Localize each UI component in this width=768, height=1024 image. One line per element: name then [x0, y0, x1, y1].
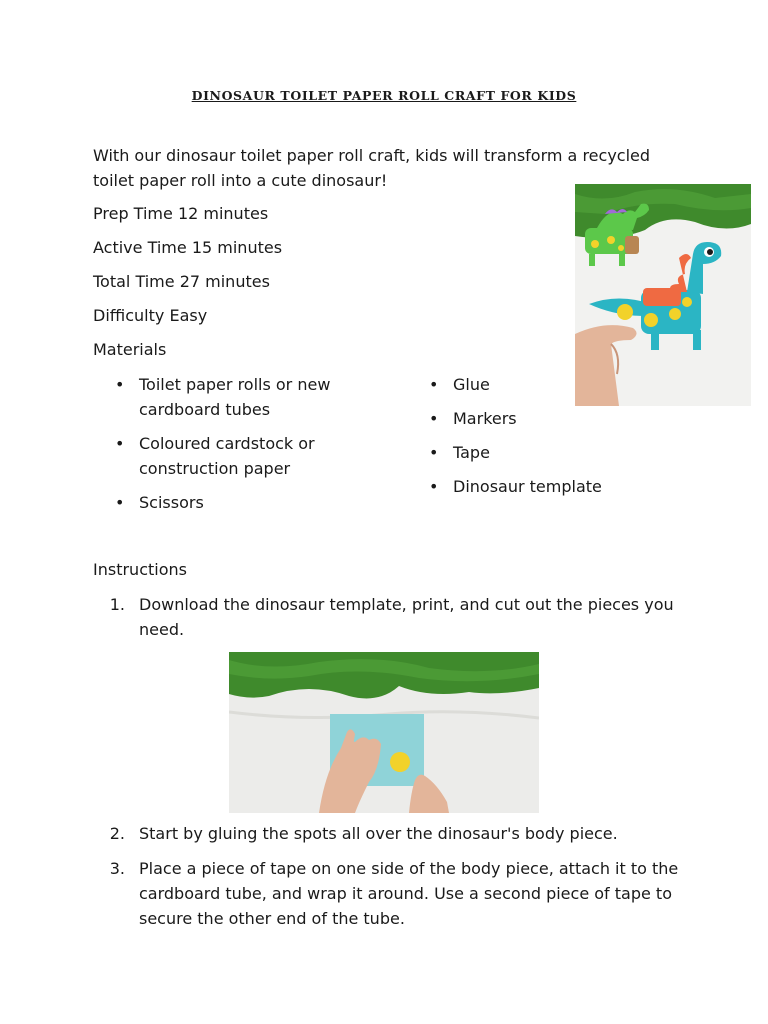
list-item — [139, 490, 379, 515]
intro-line-2: toilet paper roll into a cute dinosaur! — [93, 171, 388, 190]
materials-list-left — [139, 372, 379, 515]
difficulty-value: Easy — [169, 306, 208, 325]
total-time — [93, 272, 270, 291]
step-text — [139, 856, 695, 931]
step-number: 3. — [109, 859, 125, 878]
prep-time-value: 12 minutes — [177, 204, 269, 223]
materials-heading: Materials — [93, 340, 167, 359]
total-time-value: 27 minutes — [179, 272, 270, 291]
active-time-value: 15 minutes — [191, 238, 283, 257]
step-3 — [95, 856, 695, 931]
list-item: • Dinosaur template — [453, 474, 653, 499]
list-item: • Glue — [453, 372, 653, 397]
instructions-heading: Instructions — [93, 560, 187, 579]
page-title: DINOSAUR TOILET PAPER ROLL CRAFT FOR KIDS — [191, 88, 577, 103]
active-time — [93, 238, 282, 257]
intro-paragraph — [93, 143, 650, 193]
list-item — [139, 372, 379, 422]
template-cutout-photo — [229, 652, 539, 813]
material-line: construction paper — [139, 459, 291, 478]
material-line: • Toilet paper rolls or new — [139, 375, 331, 394]
step-line: Download the dinosaur template, print, and cut out the pieces you — [139, 595, 674, 614]
material-line: • Scissors — [139, 493, 204, 512]
step-line: secure the other end of the tube. — [139, 909, 405, 928]
step-1 — [95, 592, 695, 642]
materials-list-right — [453, 372, 653, 499]
step-line: cardboard tube, and wrap it around. Use a second piece of tape to — [139, 884, 672, 903]
total-time-label: Total Time — [93, 272, 175, 291]
step-2 — [95, 821, 695, 846]
prep-time-label: Prep Time — [93, 204, 173, 223]
material-line: cardboard tubes — [139, 400, 271, 419]
step-line: need. — [139, 620, 185, 639]
intro-line-1: With our dinosaur toilet paper roll craft, kids will transform a recycled — [93, 146, 651, 165]
material-line: • Coloured cardstock or — [139, 434, 315, 453]
list-item — [139, 431, 379, 481]
difficulty — [93, 306, 207, 325]
step-line: Place a piece of tape on one side of the body piece, attach it to the — [139, 859, 679, 878]
step-number: 2. — [109, 824, 125, 843]
step-text — [139, 592, 695, 642]
list-item: • Tape — [453, 440, 653, 465]
step-text — [139, 821, 695, 846]
prep-time — [93, 204, 268, 223]
difficulty-label: Difficulty — [93, 306, 165, 325]
step-line: Start by gluing the spots all over the dinosaur's body piece. — [139, 824, 618, 843]
active-time-label: Active Time — [93, 238, 187, 257]
step-number: 1. — [109, 595, 125, 614]
list-item: • Markers — [453, 406, 653, 431]
